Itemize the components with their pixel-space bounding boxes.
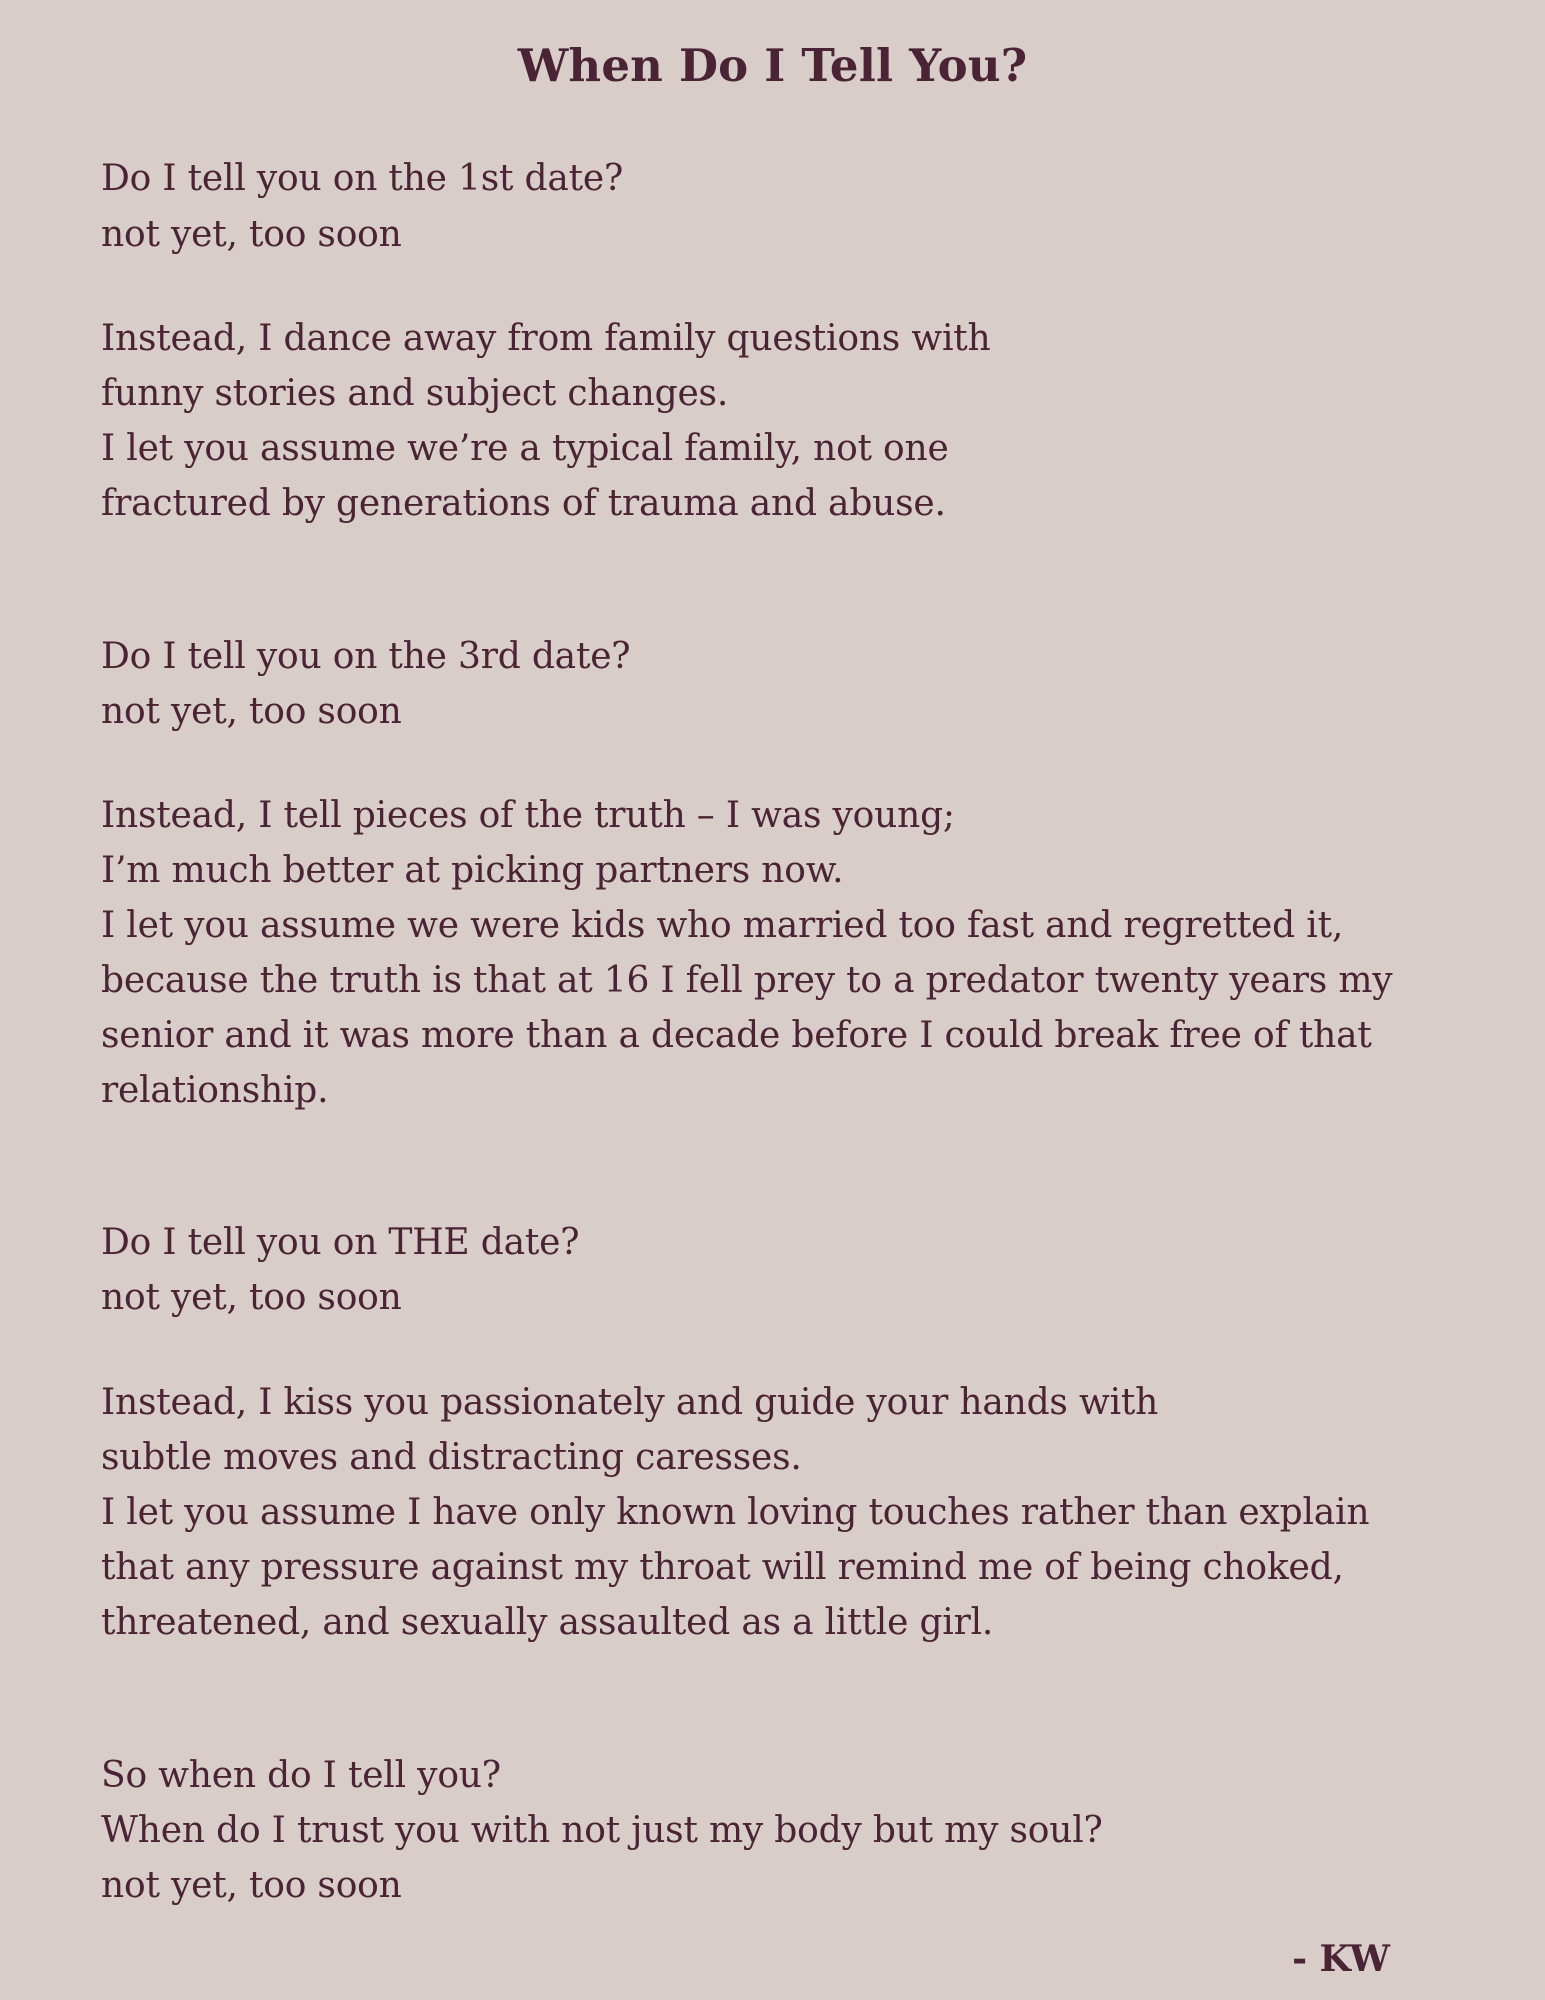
stanza-6-line-1: Instead, I kiss you passionately and guide your hands with — [101, 1382, 1159, 1423]
stanza-2-line-4: fractured by generations of trauma and abuse. — [101, 483, 946, 524]
poem-title: When Do I Tell You? — [517, 39, 1028, 92]
stanza-3-line-2: not yet, too soon — [101, 691, 402, 732]
stanza-5-line-1: Do I tell you on THE date? — [101, 1222, 580, 1263]
stanza-4-line-2: I’m much better at picking partners now. — [101, 850, 844, 891]
stanza-1-line-1: Do I tell you on the 1st date? — [101, 158, 624, 199]
stanza-4-line-4: because the truth is that at 16 I fell prey to a predator twenty years my — [101, 960, 1393, 1001]
stanza-4-line-3: I let you assume we were kids who married too fast and regretted it, — [101, 905, 1344, 946]
stanza-6-line-2: subtle moves and distracting caresses. — [101, 1437, 802, 1478]
stanza-7-line-2: When do I trust you with not just my body but my soul? — [101, 1810, 1103, 1851]
stanza-1-line-2: not yet, too soon — [101, 214, 402, 255]
stanza-2-line-3: I let you assume we’re a typical family, not one — [101, 428, 949, 469]
stanza-4-line-6: relationship. — [101, 1070, 329, 1111]
stanza-4-line-5: senior and it was more than a decade before I could break free of that — [101, 1015, 1372, 1056]
signature: - KW — [1292, 1938, 1390, 1980]
stanza-7-line-1: So when do I tell you? — [101, 1755, 501, 1796]
stanza-2-line-1: Instead, I dance away from family questions with — [101, 318, 991, 359]
stanza-2-line-2: funny stories and subject changes. — [101, 373, 729, 414]
stanza-5-line-2: not yet, too soon — [101, 1277, 402, 1318]
stanza-4-line-1: Instead, I tell pieces of the truth – I was young; — [101, 795, 955, 836]
stanza-6-line-3: I let you assume I have only known loving touches rather than explain — [101, 1492, 1370, 1533]
stanza-6-line-5: threatened, and sexually assaulted as a little girl. — [101, 1602, 994, 1643]
stanza-6-line-4: that any pressure against my throat will remind me of being choked, — [101, 1547, 1344, 1588]
stanza-7-line-3: not yet, too soon — [101, 1865, 402, 1906]
stanza-3-line-1: Do I tell you on the 3rd date? — [101, 636, 631, 677]
